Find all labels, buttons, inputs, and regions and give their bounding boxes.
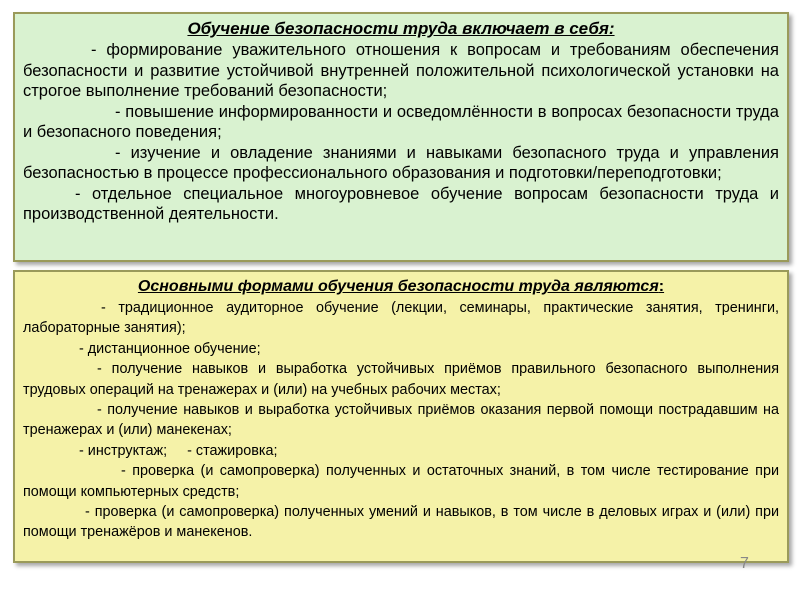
list-item: - формирование уважительного отношения к вопросам и требованиям обеспечения безопасности и развитие устойчивой внутренней положительной психологической установки на строгое выполнение требований безопасности; [23,41,779,100]
list-item: - получение навыков и выработка устойчивых приёмов оказания первой помощи пострадавшим на тренажерах и (или) манекенах; [23,402,779,439]
list-item: - отдельное специальное многоуровневое обучение вопросам безопасности труда и производственной деятельности. [23,184,779,223]
panel-heading [23,276,779,298]
list-item: - получение навыков и выработка устойчивых приёмов правильного безопасного выполнения трудовых операций на тренажерах и (или) на учебных рабочих местах; [23,361,779,398]
list-item: - инструктаж; - стажировка; [79,442,278,459]
list-item: - проверка (и самопроверка) полученных и остаточных знаний, в том числе тестирование при помощи компьютерных средств; [23,463,779,500]
panel-heading: Обучение безопасности труда включает в себя: [187,19,615,38]
page-number: 7 [740,555,749,572]
list-item: - проверка (и самопроверка) полученных умений и навыков, в том числе в деловых играх и (или) при помощи тренажёров и манекенов. [23,504,779,541]
list-item: - изучение и овладение знаниями и навыками безопасного труда и управления безопасностью в процессе профессионального образования и подготовки/переподготовки; [23,143,779,182]
training-content-panel [13,12,789,262]
list-item: - традиционное аудиторное обучение (лекции, семинары, практические занятия, тренинги, лабораторные занятия); [23,300,779,337]
panel-heading-colon: : [658,278,665,295]
panel-heading-text: Основными формами обучения безопасности труда являются [137,278,659,295]
list-item: - дистанционное обучение; [79,340,261,357]
list-item: - повышение информированности и осведомлённости в вопросах безопасности труда и безопасного поведения; [23,102,779,141]
training-forms-panel [13,270,789,563]
